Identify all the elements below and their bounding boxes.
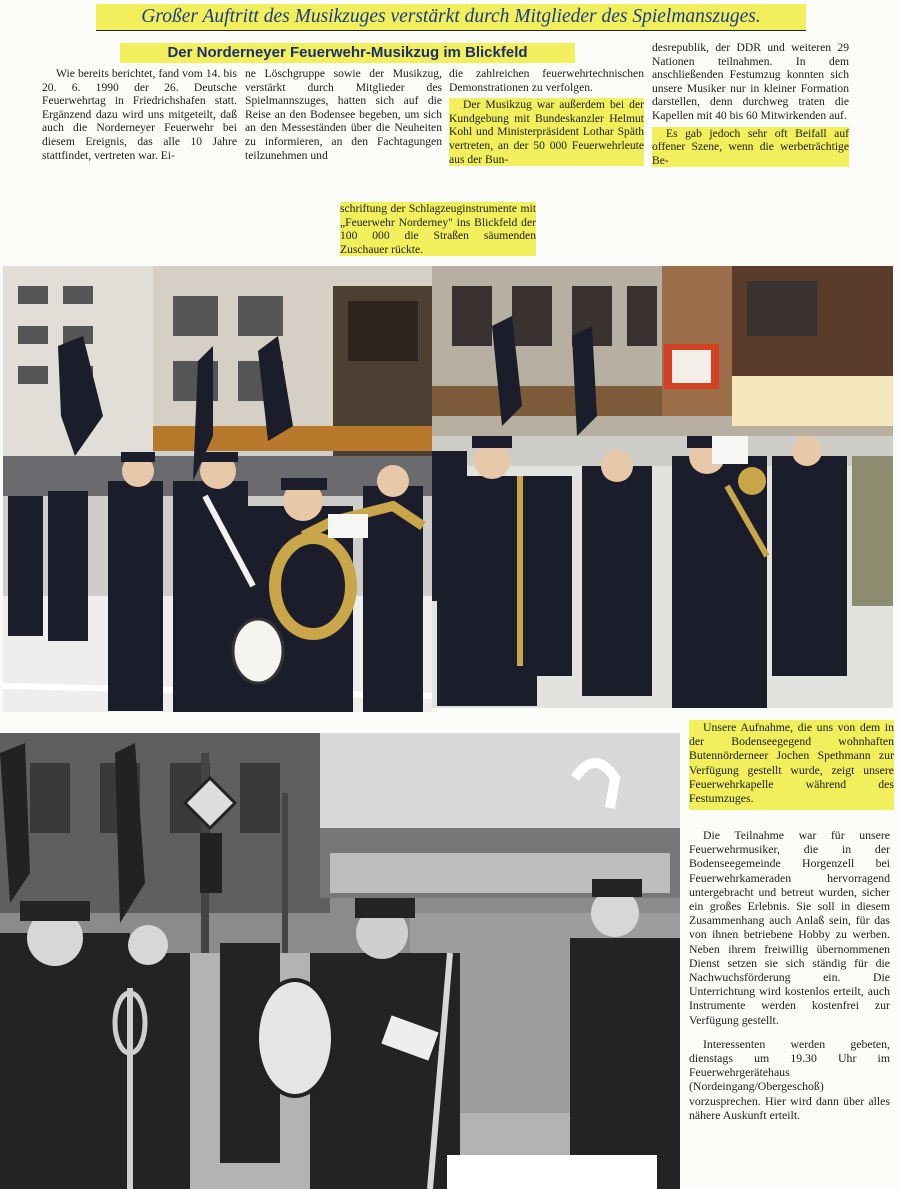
article-paragraph: Der Musikzug war außerdem bei der Kundgebung mit Bundeskanzler Helmut Kohl und Ministerpräsident Lothar Späth vertreten, an der 50 000 Feuerwehrleute aus der Bun- — [449, 98, 644, 166]
article-paragraph: schriftung der Schlagzeuginstrumente mit „Feuerwehr Norderney" ins Blickfeld der 100 000 die Straßen säumenden Zuschauer rückte. — [340, 202, 536, 256]
article-column-1 — [42, 67, 237, 162]
article-headline: Der Norderneyer Feuerwehr-Musikzug im Blickfeld — [120, 43, 575, 63]
article-paragraph: Es gab jedoch sehr oft Beifall auf offener Szene, wenn die werbeträchtige Be- — [652, 126, 849, 167]
article-paragraph: Interessenten werden gebeten, dienstags um 19.30 Uhr im Feuerwehrgerätehaus (Nordeingang/Obergeschoß) vorzusprechen. Hier wird dann über alles nähere Auskunft erteilt. — [689, 1036, 890, 1122]
article-column-continuation — [340, 202, 536, 256]
article-paragraph: Wie bereits berichtet, fand vom 14. bis 20. 6. 1990 der 26. Deutsche Feuerwehrtag in Friedrichshafen statt. Ergänzend dazu wird uns mitgeteilt, daß auch die Norderneyer Feuerwehr bei diesem Ereignis, das alle 10 Jahre stattfindet, vertreten war. Ei- — [42, 67, 237, 162]
photo-caption: Unsere Aufnahme, die uns von dem in der Bodenseegegend wohnhaften Butennörderneer Jochen Spethmann zur Verfügung gestellt wurde, zeigt unsere Feuerwehrkapelle während des Festumzuges. — [689, 720, 894, 810]
article-column-4 — [652, 41, 849, 167]
article-paragraph: desrepublik, der DDR und weiteren 29 Nationen teilnahmen. In dem anschließenden Festumzug konnten sich unsere Musiker nur in kleiner Formation darstellen, denn durchweg traten die Kapellen mit 40 bis 60 Mitwirkenden auf. — [652, 41, 849, 122]
article-paragraph: ne Löschgruppe sowie der Musikzug, verstärkt durch Mitglieder des Spielmannszuges, hatten sich auf die Reise an den Bodensee begeben, um sich an den Messeständen über die Neuheiten zu informieren, an den Fachtagungen teilzunehmen und — [245, 67, 442, 162]
kicker-rule — [96, 30, 806, 31]
article-paragraph: Die Teilnahme war für unsere Feuerwehrmusiker, die in der Bodenseegemeinde Horgenzell bei Feuerwehrkameraden hervorragend untergebracht und betreut wurden, sicher ein großes Erlebnis. Sie soll in diesem Zusammenhang auch Anlaß sein, für das von ihnen betriebene Hobby zu werben. Neben ihrem freiwillig übernommenen Dienst setzen sie sich ständig für die Nachwuchsförderung ein. Die Unterrichtung wird kostenlos erteilt, auch Instrumente werden kostenfrei zur Verfügung gestellt. — [689, 828, 890, 1027]
blank-area — [447, 1155, 657, 1189]
article-paragraph: die zahlreichen feuerwehrtechnischen Demonstrationen zu verfolgen. — [449, 67, 644, 94]
article-column-3 — [449, 67, 644, 166]
parade-photo-left — [3, 266, 432, 712]
parade-photo-right — [432, 266, 893, 708]
article-column-side — [689, 828, 890, 1122]
article-column-2 — [245, 67, 442, 162]
kicker-line: Großer Auftritt des Musikzuges verstärkt durch Mitglieder des Spielmanszuges. — [96, 4, 806, 30]
parade-photo-bottom — [0, 733, 680, 1189]
